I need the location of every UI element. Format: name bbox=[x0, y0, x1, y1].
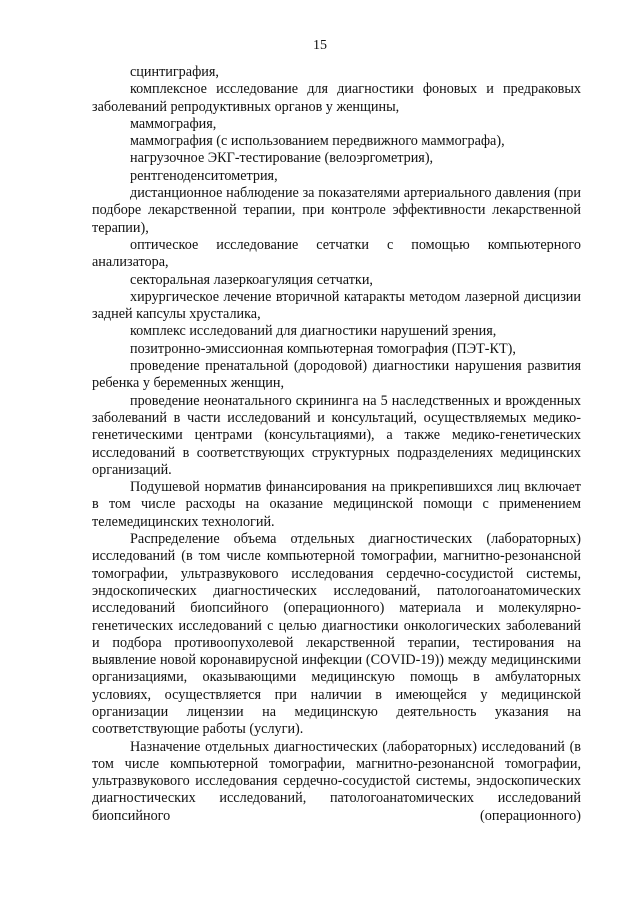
document-body bbox=[92, 64, 581, 825]
paragraph: нагрузочное ЭКГ-тестирование (велоэргометрия), bbox=[130, 150, 434, 167]
paragraph: хирургическое лечение вторичной катаракты методом лазерной дисцизии задней капсулы хрусталика, bbox=[92, 288, 581, 323]
paragraph: комплексное исследование для диагностики фоновых и предраковых заболеваний репродуктивных органов у женщины, bbox=[92, 81, 581, 115]
paragraph: оптическое исследование сетчатки с помощью компьютерного анализатора, bbox=[92, 236, 581, 271]
page-number: 15 bbox=[313, 38, 327, 53]
paragraph: позитронно-эмиссионная компьютерная томография (ПЭТ-КТ), bbox=[130, 340, 516, 357]
paragraph: секторальная лазеркоагуляция сетчатки, bbox=[130, 271, 373, 288]
paragraph: дистанционное наблюдение за показателями артериального давления (при подборе лекарственной терапии, при контроле эффективности лекарственной терапии), bbox=[92, 185, 581, 236]
paragraph: маммография (с использованием передвижного маммографа), bbox=[130, 133, 505, 150]
paragraph: рентгеноденситометрия, bbox=[130, 167, 278, 184]
paragraph: сцинтиграфия, bbox=[130, 64, 219, 80]
paragraph: маммография, bbox=[130, 115, 217, 132]
paragraph: проведение пренатальной (дородовой) диагностики нарушения развития ребенка у беременных женщин, bbox=[92, 358, 581, 392]
paragraph: Подушевой норматив финансирования на прикрепившихся лиц включает в том числе расходы на оказание медицинской помощи с применением телемедицинских технологий. bbox=[92, 479, 581, 530]
paragraph: Распределение объема отдельных диагностических (лабораторных) исследований (в том числе компьютерной томографии, магнитно-резонансной томографии, ультразвукового исследования сердечно-сосудистой системы, эндоскопических диагностических исследований, патологоанатомических исследований биопсийного (операционного) материала и молекулярно-генетических исследований с целью диагностики онкологических заболеваний и подбора противоопухолевой лекарственной терапии, тестирования на выявление новой коронавирусной инфекции (COVID-19)) между медицинскими организациями, оказывающими медицинскую помощь в амбулаторных условиях, осуществляется при наличии в имеющейся у медицинской организации лицензии на медицинскую деятельность указания на соответствующие работы (услуги). bbox=[92, 531, 581, 738]
paragraph: комплекс исследований для диагностики нарушений зрения, bbox=[130, 323, 497, 340]
paragraph: Назначение отдельных диагностических (лабораторных) исследований (в том числе компьютерной томографии, магнитно-резонансной томографии, ультразвукового исследования сердечно-сосудистой системы, эндоскопических диагностических исследований, патологоанатомических исследований биопсийного (операционного) bbox=[92, 738, 581, 824]
paragraph: проведение неонатального скрининга на 5 наследственных и врожденных заболеваний в части исследований и консультаций, осуществляемых медико-генетическими центрами (консультациями), а также медико-генетических исследований в соответствующих структурных подразделениях медицинских организаций. bbox=[92, 392, 581, 478]
